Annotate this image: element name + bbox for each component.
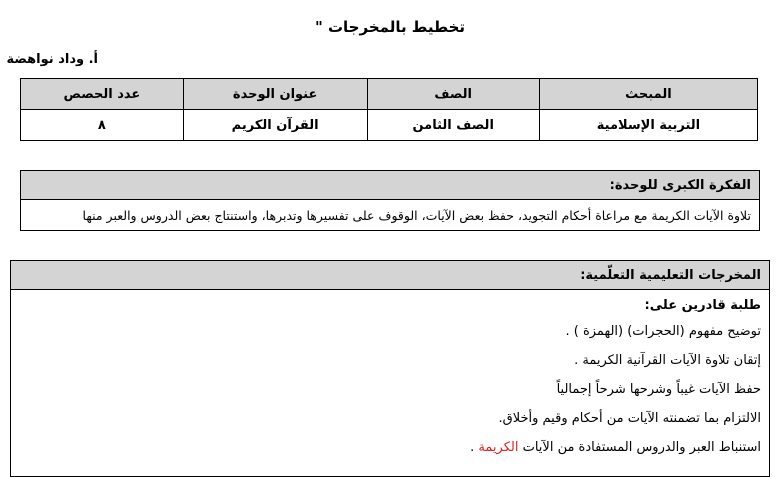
unit-info-table bbox=[20, 78, 758, 141]
page-title: تخطيط بالمخرجات " bbox=[314, 18, 466, 36]
value-lesson-count: ٨ bbox=[21, 110, 184, 141]
value-grade: الصف الثامن bbox=[367, 110, 539, 141]
learning-outcomes-list bbox=[11, 298, 769, 462]
learning-outcomes-box bbox=[10, 260, 770, 477]
big-idea-box bbox=[20, 170, 760, 231]
outcome-last-suffix: . bbox=[470, 440, 479, 455]
header-subject: المبحث bbox=[539, 79, 757, 110]
outcome-last-highlight: الكريمة bbox=[478, 440, 519, 455]
big-idea-text: تلاوة الآيات الكريمة مع مراعاة أحكام التجويد، حفظ بعض الآيات، الوقوف على تفسيرها وتدبرها، واستنتاج بعض الدروس والعبر منها bbox=[82, 207, 751, 223]
author-name: أ. وداد نواهضة bbox=[6, 52, 98, 67]
outcome-last-prefix: استنباط العبر والدروس المستفادة من الآيات bbox=[522, 440, 761, 455]
outcome-item: توضيح مفهوم (الحجرات) (الهمزة ) . bbox=[565, 324, 761, 339]
outcome-item: إتقان تلاوة الآيات القرآنية الكريمة . bbox=[574, 353, 761, 368]
outcome-item: الالتزام بما تضمنته الآيات من أحكام وقيم وأخلاق. bbox=[498, 411, 761, 426]
header-unit-title: عنوان الوحدة bbox=[183, 79, 367, 110]
outcome-item-last bbox=[19, 433, 761, 462]
info-value-row bbox=[21, 110, 758, 141]
value-subject: التربية الإسلامية bbox=[539, 110, 757, 141]
value-unit-title: القرآن الكريم bbox=[183, 110, 367, 141]
outcome-item: حفظ الآيات غيباً وشرحها شرحاً إجمالياً bbox=[556, 382, 761, 397]
header-lesson-count: عدد الحصص bbox=[21, 79, 184, 110]
outcomes-lead: طلبة قادرين على: bbox=[644, 298, 761, 313]
header-grade: الصف bbox=[367, 79, 539, 110]
big-idea-label: الفكرة الكبرى للوحدة: bbox=[21, 171, 759, 200]
info-header-row bbox=[21, 79, 758, 110]
learning-outcomes-label: المخرجات التعليمية التعلّمية: bbox=[11, 261, 769, 290]
